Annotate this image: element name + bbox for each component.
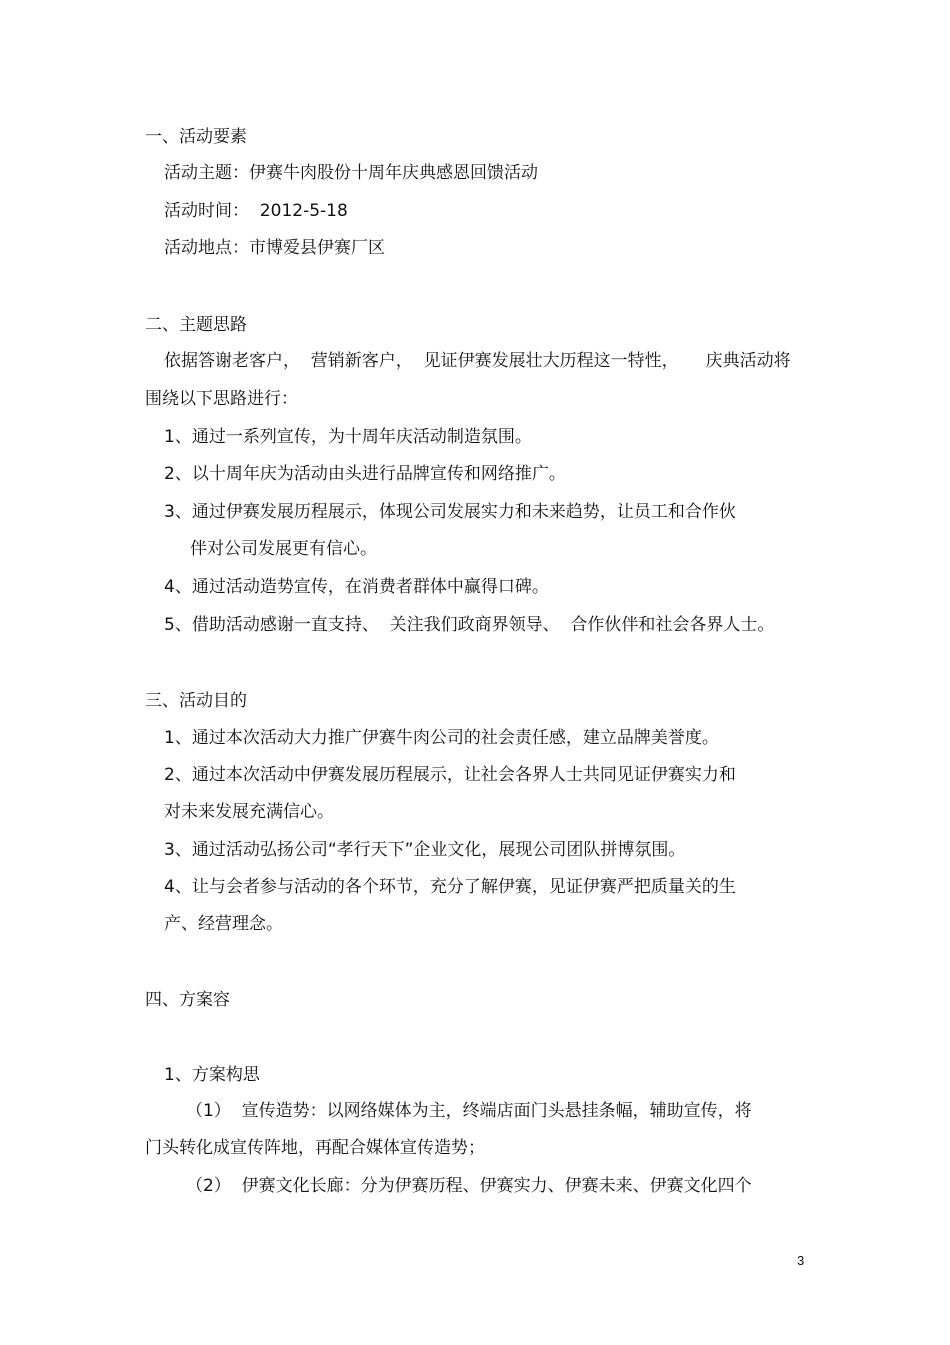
list-item-continuation: 伴对公司发展更有信心。 bbox=[190, 539, 377, 559]
list-item-continuation: 产、经营理念。 bbox=[164, 914, 283, 934]
paragraph-line: （1） 宣传造势：以网络媒体为主，终端店面门头悬挂条幅，辅助宣传，将 bbox=[186, 1101, 752, 1121]
paragraph-line: 依据答谢老客户， 营销新客户， 见证伊赛发展壮大历程这一特性， 庆典活动将 bbox=[164, 351, 791, 371]
event-theme: 活动主题：伊赛牛肉股份十周年庆典感恩回馈活动 bbox=[164, 163, 538, 183]
section-heading-plan: 四、方案容 bbox=[145, 990, 230, 1010]
paragraph-line: 门头转化成宣传阵地，再配合媒体宣传造势； bbox=[145, 1138, 485, 1158]
paragraph-line: 围绕以下思路进行： bbox=[145, 389, 298, 409]
page-number: 3 bbox=[797, 1253, 805, 1268]
section-heading-goals: 三、活动目的 bbox=[145, 691, 247, 711]
event-time: 活动时间： 2012-5-18 bbox=[164, 201, 348, 221]
section-heading-elements: 一、活动要素 bbox=[145, 127, 247, 147]
paragraph-line: （2） 伊赛文化长廊：分为伊赛历程、伊赛实力、伊赛未来、伊赛文化四个 bbox=[186, 1176, 752, 1196]
event-place: 活动地点：市博爱县伊赛厂区 bbox=[164, 238, 385, 258]
list-item: 2、通过本次活动中伊赛发展历程展示，让社会各界人士共同见证伊赛实力和 bbox=[164, 765, 736, 785]
list-item: 5、借助活动感谢一直支持、 关注我们政商界领导、 合作伙伴和社会各界人士。 bbox=[164, 615, 775, 635]
section-heading-theme-ideas: 二、主题思路 bbox=[145, 315, 247, 335]
list-item: 4、通过活动造势宣传，在消费者群体中赢得口碑。 bbox=[164, 577, 549, 597]
list-item: 4、让与会者参与活动的各个环节，充分了解伊赛，见证伊赛严把质量关的生 bbox=[164, 877, 736, 897]
list-item: 1、通过一系列宣传，为十周年庆活动制造氛围。 bbox=[164, 427, 532, 447]
list-item: 3、通过活动弘扬公司“孝行天下”企业文化，展现公司团队拼博氛围。 bbox=[164, 840, 686, 860]
list-item: 2、以十周年庆为活动由头进行品牌宣传和网络推广。 bbox=[164, 464, 566, 484]
sub-heading: 1、方案构思 bbox=[164, 1065, 260, 1085]
list-item-continuation: 对未来发展充满信心。 bbox=[164, 802, 334, 822]
list-item: 1、通过本次活动大力推广伊赛牛肉公司的社会责任感，建立品牌美誉度。 bbox=[164, 728, 719, 748]
list-item: 3、通过伊赛发展历程展示，体现公司发展实力和未来趋势，让员工和合作伙 bbox=[164, 502, 736, 522]
